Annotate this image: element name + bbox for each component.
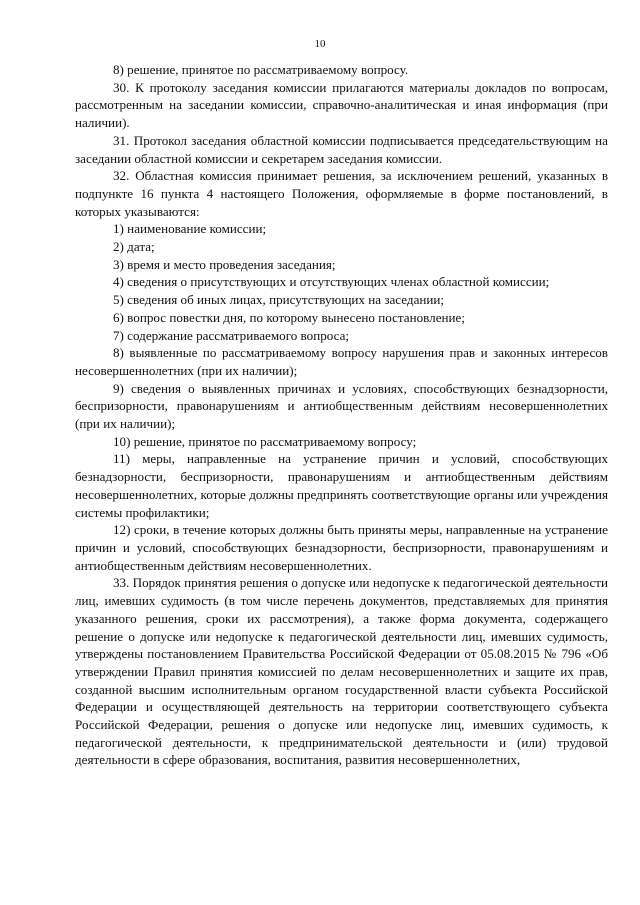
list-item-11: 11) меры, направленные на устранение причин и условий, способствующих безнадзорности, беспризорности, правонарушениям и антиобщественным действиям несовершеннолетних, которые должны предпринять соответствующие органы или учреждения системы профилактики;	[75, 451, 608, 520]
paragraph-30: 30. К протоколу заседания комиссии прилагаются материалы докладов по вопросам, рассмотренным на заседании комиссии, справочно-аналитическая и иная информация (при наличии).	[75, 79, 608, 131]
document-body	[75, 61, 608, 769]
list-item-7: 7) содержание рассматриваемого вопроса;	[113, 327, 350, 343]
paragraph-32: 32. Областная комиссия принимает решения, за исключением решений, указанных в подпункте 16 пункта 4 настоящего Положения, оформляемые в форме постановлений, в которых указываются:	[75, 168, 608, 219]
paragraph-item-8: 8) решение, принятое по рассматриваемому вопросу.	[113, 62, 409, 77]
list-item-5: 5) сведения об иных лицах, присутствующих на заседании;	[113, 292, 445, 308]
list-item-10: 10) решение, принятое по рассматриваемому вопросу;	[113, 433, 417, 449]
list-item-1: 1) наименование комиссии;	[113, 221, 267, 237]
paragraph-31: 31. Протокол заседания областной комиссии подписывается председательствующим на заседании областной комиссии и секретарем заседания комиссии.	[75, 132, 608, 166]
list-item-9: 9) сведения о выявленных причинах и условиях, способствующих безнадзорности, беспризорности, правонарушениям и антиобщественным действиям несовершеннолетних (при их наличии);	[75, 380, 608, 432]
list-item-6: 6) вопрос повестки дня, по которому вынесено постановление;	[113, 309, 465, 325]
page-number: 10	[314, 38, 326, 50]
paragraph-33: 33. Порядок принятия решения о допуске или недопуске к педагогической деятельности лиц, имевших судимость (в том числе перечень документов, представляемых для принятия указанного решения, сроки их рассмотрения), а также форма документа, содержащего решение о допуске или недопуске к педагогической деятельности лиц, имевших судимость, утверждены постановлением Правительства Российской Федерации от 05.08.2015 № 796 «Об утверждении Правил принятия комиссией по делам несовершеннолетних и защите их прав, созданной высшим исполнительным органом государственной власти субъекта Российской Федерации и осуществляющей деятельность на территории соответствующего субъекта Российской Федерации, решения о допуске или недопуске лиц, имевших судимость, к педагогической деятельности, к предпринимательской деятельности и (или) трудовой деятельности в сфере образования, воспитания, развития несовершеннолетних,	[75, 575, 608, 768]
list-item-8: 8) выявленные по рассматриваемому вопросу нарушения прав и законных интересов несовершеннолетних (при их наличии);	[75, 345, 608, 378]
list-item-2: 2) дата;	[113, 239, 155, 255]
list-item-4: 4) сведения о присутствующих и отсутствующих членах областной комиссии;	[113, 274, 550, 290]
list-item-12: 12) сроки, в течение которых должны быть приняты меры, направленные на устранение причин и условий, способствующих безнадзорности, беспризорности, правонарушениям и антиобщественным действиям несовершеннолетних.	[75, 522, 608, 573]
list-item-3: 3) время и место проведения заседания;	[113, 256, 336, 272]
